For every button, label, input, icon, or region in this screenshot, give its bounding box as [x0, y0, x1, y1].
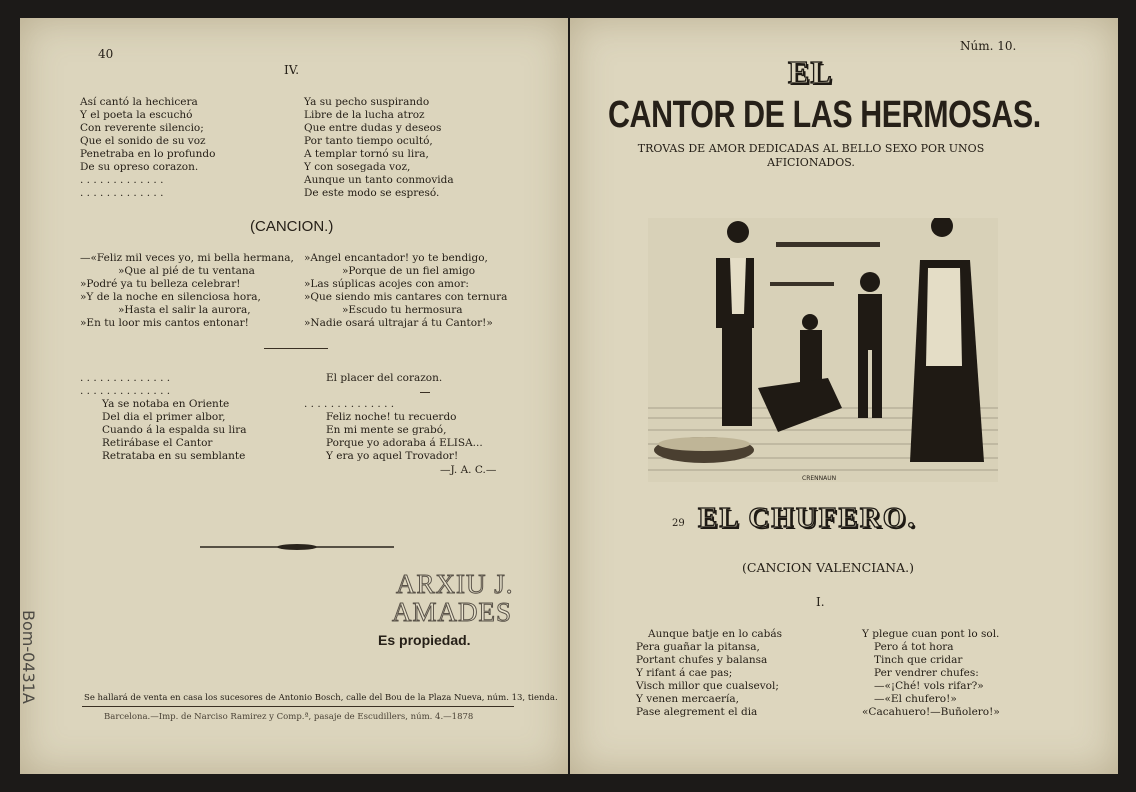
final-column-left: Ya se notaba en Oriente Del dia el primer albor, Cuando á la espalda su lira Retirábase el Cantor Retrataba en su semblante [102, 398, 247, 462]
engraving-illustration [648, 218, 998, 482]
printer-imprint: Barcelona.—Imp. de Narciso Ramirez y Comp.ª, pasaje de Escudillers, núm. 4.—1878 [104, 712, 474, 722]
sale-note: Se hallará de venta en casa los sucesores de Antonio Bosch, calle del Bou de la Plaza Nueva, núm. 13, tienda. [84, 693, 558, 703]
main-title: CANTOR DE LAS HERMOSAS. [608, 94, 1041, 136]
dots-line-left-2: . . . . . . . . . . . . . . [80, 385, 171, 397]
dots-line-left: . . . . . . . . . . . . . . [80, 372, 171, 384]
song-number: 29 [672, 518, 685, 529]
engraver-credit: CRENNAUN [802, 475, 837, 482]
footer-rule [82, 706, 514, 707]
chufero-column-right: Y plegue cuan pont lo sol. Pero á tot hora Tinch que cridar Per vendrer chufes: —«¡Ché! vols rifar?» —«El chufero!» «Cacahuero!—Buñolero!» [862, 628, 1000, 718]
title-el: EL [788, 54, 833, 90]
song-heading: (CANCION.) [250, 218, 334, 235]
author-signature: —J. A. C.— [440, 464, 497, 476]
ornamental-rule [200, 542, 394, 552]
verse-column-right: Ya su pecho suspirando Libre de la lucha atroz Que entre dudas y deseos Por tanto tiempo ocultó, A templar tornó su lira, Y con sosegada voz, Aunque un tanto conmovida De este modo se espresó. [304, 96, 454, 199]
issue-number: Núm. 10. [960, 39, 1017, 53]
placer-line: El placer del corazon. [326, 372, 443, 384]
page-number: 40 [98, 47, 114, 61]
song-column-right: »Angel encantador! yo te bendigo, »Porque de un fiel amigo »Las súplicas acojes con amor: »Que siendo mis cantares con ternura »Escudo tu hermosura »Nadie osará ultrajar á tu Cantor!» [304, 252, 508, 329]
archive-stamp-line1: ARXIU J. [396, 569, 514, 599]
final-column-right: Feliz noche! tu recuerdo En mi mente se grabó, Porque yo adoraba á ELISA... Y era yo aquel Trovador! [326, 411, 483, 462]
left-page [20, 18, 568, 774]
song-subtitle: (CANCION VALENCIANA.) [742, 560, 914, 575]
right-page [570, 18, 1118, 774]
dots-line-right: . . . . . . . . . . . . . . [304, 398, 395, 410]
chufero-column-left: Aunque batje en lo cabás Pera guañar la pitansa, Portant chufes y balansa Y rifant á cae pas; Visch millor que cualsevol; Y venen mercaería, Pase alegrement el dia [636, 628, 782, 718]
section-number: IV. [284, 63, 300, 77]
archive-stamp-line2: AMADES [392, 597, 513, 627]
song-column-left: —«Feliz mil veces yo, mi bella hermana, »Que al pié de tu ventana »Podré ya tu belleza celebrar! »Y de la noche en silenciosa hora, »Hasta el salir la aurora, »En tu loor mis cantos entonar! [80, 252, 294, 329]
subtitle: TROVAS DE AMOR DEDICADAS AL BELLO SEXO POR UNOS AFICIONADOS. [637, 142, 985, 169]
archive-code: Bom-0431A [19, 610, 38, 704]
verse-column-left: Así cantó la hechicera Y el poeta la escuchó Con reverente silencio; Que el sonido de su voz Penetraba en lo profundo De su opreso corazon. . . . . . . . . . . . . . . . . . . . . . . . . . . [80, 96, 216, 199]
divider-short [264, 348, 328, 349]
song-title: EL CHUFERO. [698, 502, 917, 534]
property-notice: Es propiedad. [378, 632, 471, 648]
dash-mark [420, 392, 430, 393]
verse-section-number: I. [816, 595, 825, 609]
